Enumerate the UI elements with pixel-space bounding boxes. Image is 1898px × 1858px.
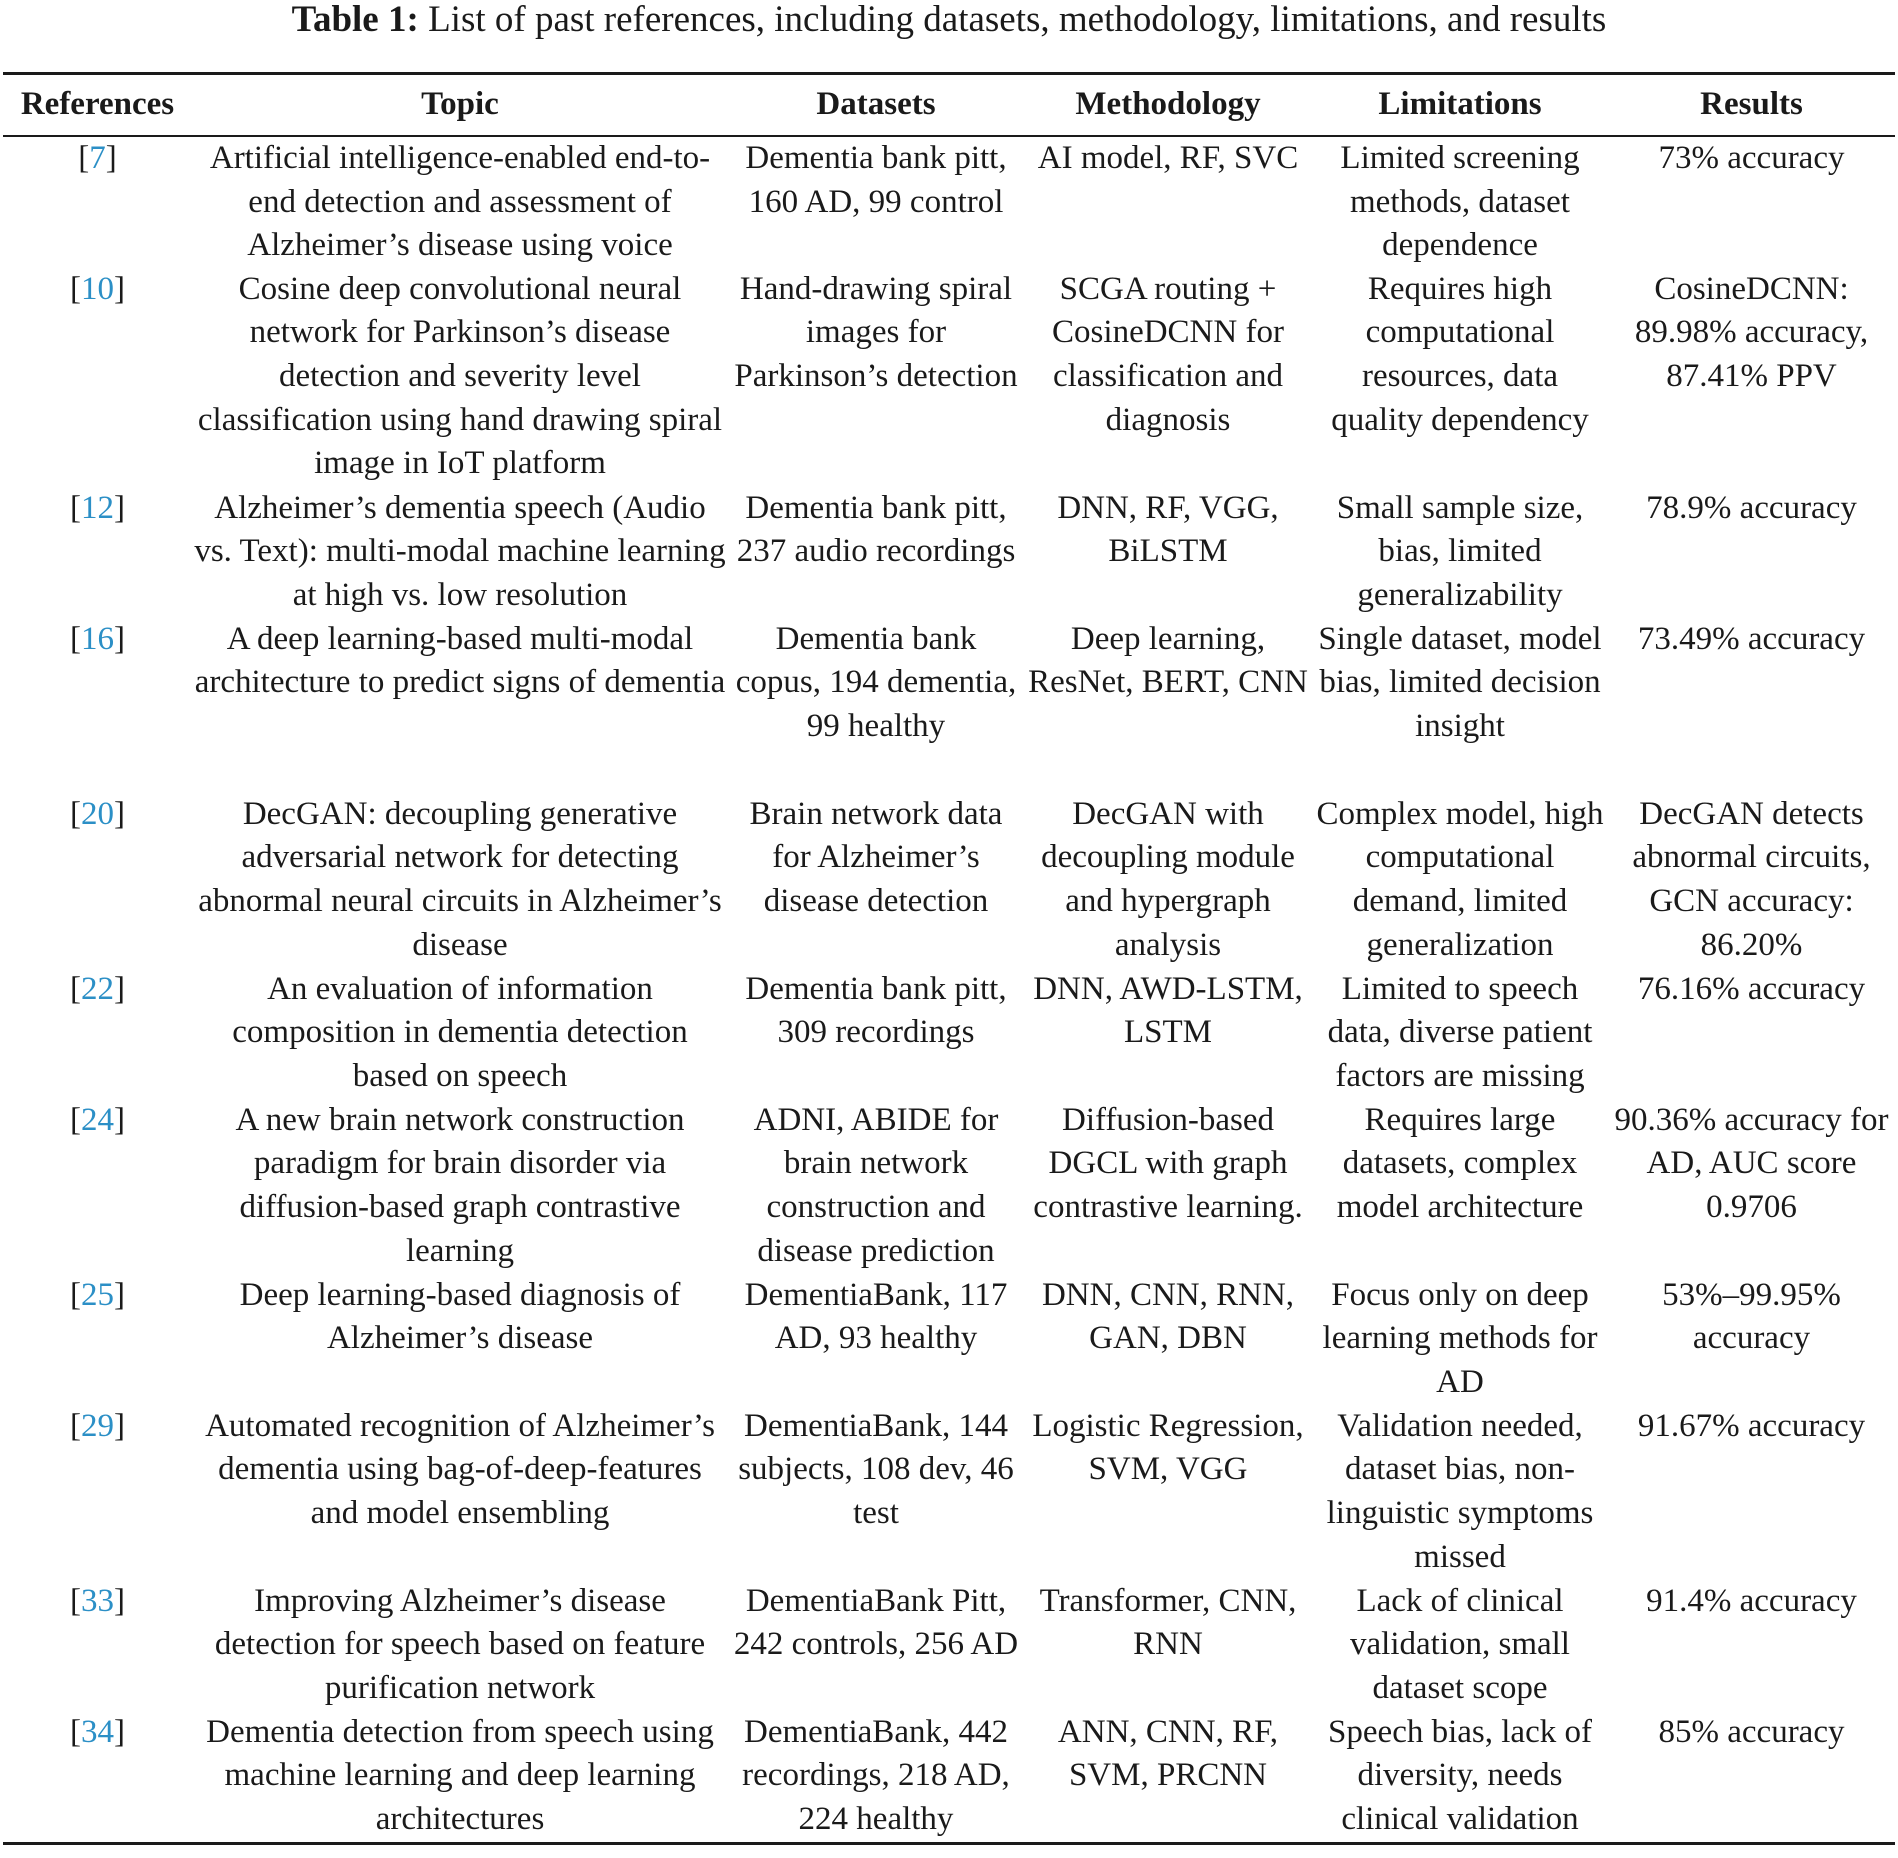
limitations-cell: Small sample size, bias, limited generalizability [1336,489,1584,613]
methodology-cell: Logistic Regression, SVM, VGG [1032,1407,1304,1488]
results-cell: 85% accuracy [1608,1711,1895,1843]
datasets-cell: ADNI, ABIDE for brain network construction and disease prediction [753,1101,999,1269]
datasets-cell: DementiaBank, 117 AD, 93 healthy [744,1276,1008,1357]
topic-cell: Alzheimer’s dementia speech (Audio vs. Text): multi-modal machine learning at high vs. low resolution [194,489,726,613]
table-row [3,1099,1895,1274]
limitations-cell: Focus only on deep learning methods for AD [1322,1276,1598,1400]
methodology-cell: Diffusion-based DGCL with graph contrastive learning. [1033,1101,1303,1225]
table-row [3,136,1895,268]
methodology-cell: Transformer, CNN, RNN [1039,1582,1297,1663]
limitations-cell: Single dataset, model bias, limited decision insight [1318,620,1602,744]
topic-cell: A new brain network construction paradigm for brain disorder via diffusion-based graph contrastive learning [235,1101,685,1269]
results-cell: 90.36% accuracy for AD, AUC score 0.9706 [1614,1101,1889,1225]
table-row [3,1405,1895,1580]
results-cell: DecGAN detects abnormal circuits, GCN accuracy: 86.20% [1632,795,1871,963]
methodology-cell: SCGA routing + CosineDCNN for classification and diagnosis [1052,270,1284,438]
citation-link[interactable]: 7 [89,140,106,176]
methodology-cell: DecGAN with decoupling module and hypergraph analysis [1041,795,1295,963]
table-caption-label: Table 1: [291,0,419,40]
table-caption-text: List of past references, including datasets, methodology, limitations, and results [428,0,1607,40]
reference-cell: [12] [70,489,125,526]
reference-cell: [25] [70,1276,125,1313]
table-row [3,268,1895,487]
citation-link[interactable]: 29 [81,1407,114,1444]
citation-link[interactable]: 16 [81,620,114,657]
citation-link[interactable]: 12 [81,489,114,526]
table-body [3,136,1895,1843]
results-cell: 91.4% accuracy [1646,1582,1857,1619]
results-cell: 78.9% accuracy [1646,489,1857,526]
column-header: Methodology [1024,74,1312,137]
results-cell: CosineDCNN: 89.98% accuracy, 87.41% PPV [1634,270,1869,394]
limitations-cell: Requires large datasets, complex model architecture [1336,1101,1584,1225]
results-cell: 73% accuracy [1658,140,1845,176]
limitations-cell: Limited screening methods, dataset dependence [1340,140,1580,264]
column-header: Datasets [728,74,1024,137]
datasets-cell: Dementia bank pitt, 160 AD, 99 control [745,140,1007,220]
topic-cell: Artificial intelligence-enabled end-to-end detection and assessment of Alzheimer’s disease using voice [209,140,711,264]
column-header: Results [1608,74,1895,137]
limitations-cell: Lack of clinical validation, small dataset scope [1350,1582,1570,1706]
results-cell: 53%–99.95% accuracy [1662,1276,1841,1357]
references-table [3,72,1895,1845]
datasets-cell: DementiaBank, 442 recordings, 218 AD, 224 healthy [728,1711,1024,1843]
topic-cell: Improving Alzheimer’s disease detection for speech based on feature purification network [214,1582,706,1706]
datasets-cell: Dementia bank pitt, 237 audio recordings [736,489,1016,570]
reference-cell: [29] [70,1407,125,1444]
column-header: Topic [192,74,728,137]
reference-cell: [16] [70,620,125,657]
limitations-cell: Complex model, high computational demand, limited generalization [1316,795,1604,963]
reference-cell: [7] [78,140,117,176]
table-row [3,1580,1895,1711]
column-header: Limitations [1312,74,1608,137]
limitations-cell: Validation needed, dataset bias, non-linguistic symptoms missed [1326,1407,1594,1575]
limitations-cell: Limited to speech data, diverse patient factors are missing [1327,970,1593,1094]
topic-cell: Deep learning-based diagnosis of Alzheimer’s disease [239,1276,681,1357]
methodology-cell: ANN, CNN, RF, SVM, PRCNN [1024,1711,1312,1843]
table-row [3,968,1895,1099]
reference-cell: [22] [70,970,125,1007]
methodology-cell: DNN, AWD-LSTM, LSTM [1033,970,1303,1051]
reference-cell: [20] [70,795,125,832]
citation-link[interactable]: 20 [81,795,114,832]
datasets-cell: Brain network data for Alzheimer’s disease detection [749,795,1003,919]
table-row [3,487,1895,618]
citation-link[interactable]: 34 [81,1713,114,1750]
table-caption [0,0,1898,40]
methodology-cell: AI model, RF, SVC [1037,140,1299,176]
citation-link[interactable]: 33 [81,1582,114,1619]
topic-cell: A deep learning-based multi-modal architecture to predict signs of dementia [194,620,726,701]
citation-link[interactable]: 10 [81,270,114,307]
methodology-cell: DNN, CNN, RNN, GAN, DBN [1041,1276,1295,1357]
datasets-cell: DementiaBank, 144 subjects, 108 dev, 46 test [738,1407,1014,1531]
reference-cell: [10] [70,270,125,307]
table-row [3,1274,1895,1405]
table-row [3,1711,1895,1843]
datasets-cell: DementiaBank Pitt, 242 controls, 256 AD [733,1582,1019,1663]
citation-link[interactable]: 24 [81,1101,114,1138]
table-row [3,793,1895,968]
datasets-cell: Dementia bank copus, 194 dementia, 99 healthy [735,620,1017,744]
topic-cell: Cosine deep convolutional neural network for Parkinson’s disease detection and severity level classification using hand drawing spiral image in IoT platform [197,270,723,482]
table-row [3,618,1895,793]
datasets-cell: Dementia bank pitt, 309 recordings [745,970,1007,1051]
results-cell: 73.49% accuracy [1637,620,1866,657]
topic-cell: Dementia detection from speech using machine learning and deep learning architectures [192,1711,728,1843]
topic-cell: DecGAN: decoupling generative adversarial network for detecting abnormal neural circuits in Alzheimer’s disease [198,795,722,963]
limitations-cell: Speech bias, lack of diversity, needs clinical validation [1312,1711,1608,1843]
reference-cell: [24] [70,1101,125,1138]
reference-cell: [34] [3,1711,192,1843]
citation-link[interactable]: 25 [81,1276,114,1313]
column-header: References [3,74,192,137]
topic-cell: Automated recognition of Alzheimer’s dementia using bag-of-deep-features and model ensembling [205,1407,715,1531]
reference-cell: [33] [70,1582,125,1619]
citation-link[interactable]: 22 [81,970,114,1007]
methodology-cell: Deep learning, ResNet, BERT, CNN [1028,620,1308,701]
methodology-cell: DNN, RF, VGG, BiLSTM [1057,489,1279,570]
topic-cell: An evaluation of information composition in dementia detection based on speech [232,970,688,1094]
results-cell: 91.67% accuracy [1637,1407,1866,1444]
limitations-cell: Requires high computational resources, data quality dependency [1331,270,1589,438]
table-header-row [3,74,1895,137]
results-cell: 76.16% accuracy [1637,970,1866,1007]
datasets-cell: Hand-drawing spiral images for Parkinson’s detection [734,270,1018,394]
